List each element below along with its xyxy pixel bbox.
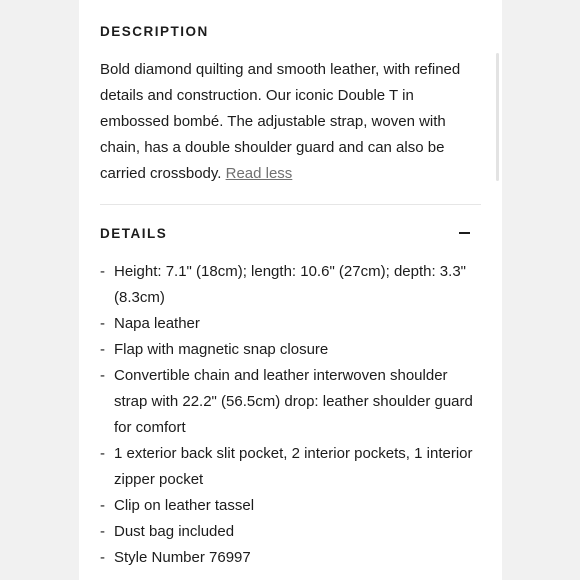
list-item-text: Dust bag included (114, 523, 235, 540)
product-info-panel (79, 0, 502, 580)
bullet-dash: - (100, 549, 105, 566)
list-item-text: Clip on leather tassel (114, 497, 255, 514)
details-list (100, 259, 485, 571)
bullet-dash: - (100, 315, 105, 332)
read-less-link[interactable]: Read less (225, 165, 293, 182)
bullet-dash: - (100, 445, 105, 462)
list-item-text: Flap with magnetic snap closure (114, 341, 329, 358)
list-item-text: Convertible chain and leather interwoven shoulder strap with 22.2" (56.5cm) drop: leather shoulder guard for comfort (114, 367, 473, 436)
list-item-text: Napa leather (114, 315, 200, 332)
list-item (100, 259, 485, 311)
bullet-dash: - (100, 497, 105, 514)
section-divider (100, 204, 481, 205)
list-item (100, 363, 485, 441)
description-heading: DESCRIPTION (100, 24, 209, 39)
list-item (100, 545, 485, 571)
bullet-dash: - (100, 367, 105, 384)
list-item-text: 1 exterior back slit pocket, 2 interior pockets, 1 interior zipper pocket (114, 445, 473, 488)
list-item (100, 519, 485, 545)
list-item-text: Height: 7.1" (18cm); length: 10.6" (27cm); depth: 3.3" (8.3cm) (114, 263, 466, 306)
bullet-dash: - (100, 341, 105, 358)
list-item (100, 493, 485, 519)
list-item (100, 337, 485, 363)
minus-icon[interactable] (459, 232, 470, 234)
description-body: Bold diamond quilting and smooth leather, with refined details and construction. Our iconic Double T in embossed bombé. The adjustable strap, woven with chain, has a double shoulder guard and can also be carried crossbody. (100, 61, 461, 182)
list-item (100, 311, 485, 337)
details-heading: DETAILS (100, 226, 168, 241)
bullet-dash: - (100, 263, 105, 280)
bullet-dash: - (100, 523, 105, 540)
list-item (100, 441, 485, 493)
details-accordion-header[interactable] (100, 222, 470, 244)
description-scrollbar[interactable] (496, 53, 499, 181)
list-item-text: Style Number 76997 (114, 549, 251, 566)
description-text (100, 57, 485, 187)
